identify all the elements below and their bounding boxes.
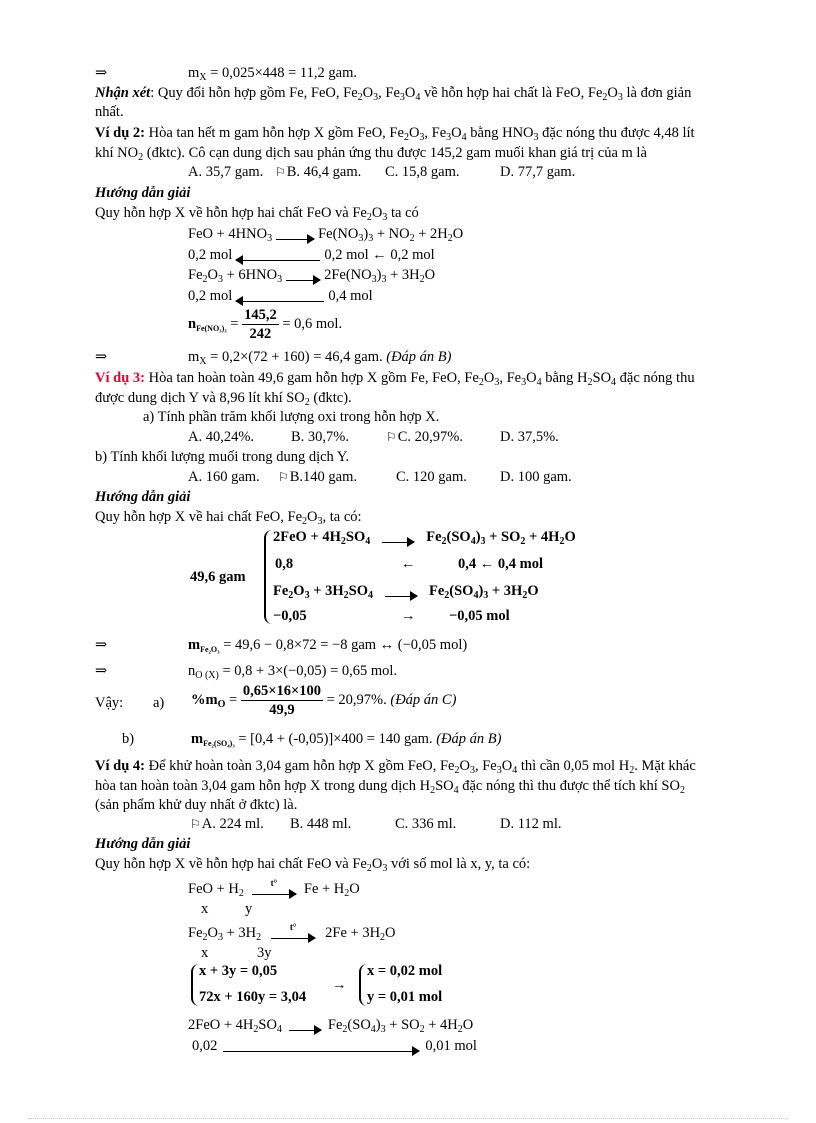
line-mx-11-2: ⇒ $m_X = 0,025\times 448 = 11,2$ gam. [95,65,357,83]
example-2-question-2: khí $NO_2$ (đktc). Cô cạn dung dịch sau phản ứng thu được 145,2 gam muối khan giá trị của m là [95,145,647,163]
option-b: B. 30,7%. [291,429,349,445]
left-arrow [236,250,320,261]
reaction-feo-h2: FeO + $H_2$ t° $Fe + H_2O$ [188,878,360,899]
remark-label: Nhận xét [95,85,151,101]
option-a: A. 35,7 gam. [188,164,264,180]
remark-line: Nhận xét: Quy đổi hỗn hợp gồm Fe, FeO, $Fe_2O_3$, $Fe_3O_4$ về hỗn hợp hai chất là FeO, $Fe_2O_3$ là đơn giản [95,85,692,103]
solution-2-intro: Quy hỗn hợp X về hỗn hợp hai chất FeO và $Fe_2O_3$ ta có [95,205,419,223]
option-a: A. 40,24%. [188,429,255,445]
answer-note: (Đáp án B) [386,349,452,365]
mole-line-2: 0,2 mol 0,4 mol [188,288,373,304]
option-c: C. 15,8 gam. [385,164,460,180]
mole-line-final: 0,02 0,01 mol [192,1038,477,1054]
reaction-feo-h2so4: $2FeO + 4H_2SO_4$ $Fe_2(SO_4)_3 + SO_2 + 4H_2O$ [188,1017,474,1035]
remark-line-2: nhất. [95,104,124,120]
example-3-part-a: a) Tính phần trăm khối lượng oxi trong hỗn hợp X. [143,409,440,425]
option-d: D. 112 ml. [500,816,562,832]
answer-note: (Đáp án B) [436,731,502,747]
option-c: C. 120 gam. [396,469,467,485]
solution-heading-2: Hướng dẫn giải [95,185,191,201]
solution-4-intro: Quy hỗn hợp X về hỗn hợp hai chất FeO và $Fe_2O_3$ với số mol là x, y, ta có: [95,856,531,874]
example-3-question: Ví dụ 3: Hòa tan hoàn toàn 49,6 gam hỗn hợp X gồm Fe, FeO, $Fe_2O_3$, $Fe_3O_4$ bằng $H_2SO_4$ đặc nóng thu [95,370,695,388]
option-d: D. 37,5%. [500,429,559,445]
reaction-fe2o3-h2: $Fe_2O_3 + 3H_2$ t° $2Fe + 3H_2O$ [188,922,396,943]
option-c: C. 336 ml. [395,816,457,832]
option-c: C. 20,97%. [397,429,464,445]
result-m-fe2o3: ⇒ $m_{Fe_2O_3} = 49,6 - 0,8\times 72 = -8$ gam ↔ (−0,05 mol) [95,637,468,654]
system-1-mass: 49,6 gam [190,569,246,585]
example-4-question-3: (sản phẩm khử duy nhất ở đktc) là. [95,797,298,813]
example-3-options-b [188,468,572,486]
example-3-part-b: b) Tính khối lượng muối trong dung dịch Y. [95,449,350,465]
example-3-question-2: được dung dịch Y và 8,96 lít khí $SO_2$ (đktc). [95,390,352,408]
result-n-o: ⇒ $n_{O (X)} = 0,8 + 3\times(-0,05) = 0,65$ mol. [95,663,398,681]
reaction-arrow [286,270,320,281]
example-2-label: Ví dụ 2: [95,125,145,141]
flag-icon: ⚐ [386,430,397,444]
option-b: B. 448 ml. [290,816,352,832]
flag-icon: ⚐ [275,165,286,179]
example-2-question: Ví dụ 2: Hòa tan hết m gam hỗn hợp X gồm FeO, $Fe_2O_3$, $Fe_3O_4$ bằng $HNO_3$ đặc nóng thu được 4,48 lít [95,125,695,143]
equation-1: x + 3y = 0,05 [199,963,278,979]
example-2-options [188,163,576,181]
system-1-row-1: $2FeO + 4H_2SO_4$ $Fe_2(SO_4)_3 + SO_2 + 4H_2O$ [273,529,576,547]
solution-x: x = 0,02 mol [367,963,443,979]
page-bottom-dotted-line [28,1118,788,1119]
option-b: B.140 gam. [289,469,358,485]
example-4-options [190,815,562,833]
option-b: B. 46,4 gam. [286,164,362,180]
implies-symbol: ⇒ [95,65,108,81]
system-2-arrow: → [332,977,347,993]
result-m-salt: b) $m_{Fe_2(SO_4)_3} = [0,4 + (-0,05)]\times 400 = 140$ gam. (Đáp án B) [122,731,502,748]
left-arrow [236,291,324,302]
reaction-feo-hno3: FeO + $4HNO_3$ $Fe(NO_3)_3 + NO_2 + 2H_2O$ [188,226,464,244]
reaction-arrow [276,229,314,240]
option-a: A. 160 gam. [188,469,260,485]
example-4-label: Ví dụ 4: [95,758,145,774]
result-mx-46-4: ⇒ $m_X = 0,2\times(72 + 160) = 46,4$ gam. (Đáp án B) [95,349,452,367]
system-1-row-2: 0,8 ← 0,4 ← 0,4 mol [275,556,543,572]
option-d: D. 100 gam. [500,469,572,485]
equation-2: 72x + 160y = 3,04 [199,989,307,1005]
solution-3-intro: Quy hỗn hợp X về hai chất FeO, $Fe_2O_3$, ta có: [95,509,362,527]
system-1-row-3: $Fe_2O_3 + 3H_2SO_4$ $Fe_2(SO_4)_3 + 3H_2O$ [273,583,539,601]
solution-heading-4: Hướng dẫn giải [95,836,191,852]
mole-x-3y: x 3y [201,945,272,961]
option-a: A. 224 ml. [201,816,264,832]
flag-icon: ⚐ [278,470,289,484]
solution-heading-3: Hướng dẫn giải [95,489,191,505]
solution-y: y = 0,01 mol [367,989,443,1005]
mole-x-y: x y [201,901,253,917]
n-fe-no3-3: $n_{Fe(NO_3)_3}$ = $\frac{145,2}{242}$ = 0,6 mol. [188,307,343,342]
answer-note: (Đáp án C) [390,691,457,708]
system-1-row-4: −0,05 → −0,05 mol [273,608,510,624]
mole-line-1: 0,2 mol 0,2 mol ← 0,2 mol [188,247,435,263]
example-3-label: Ví dụ 3: [95,370,145,386]
flag-icon: ⚐ [190,817,201,831]
example-4-question: Ví dụ 4: Để khử hoàn toàn 3,04 gam hỗn hợp X gồm FeO, $Fe_2O_3$, $Fe_3O_4$ thì cần 0,05 mol $H_2$. Mặt khác [95,758,696,776]
reaction-fe2o3-hno3: $Fe_2O_3 + 6HNO_3$ $2Fe(NO_3)_3 + 3H_2O$ [188,267,436,285]
example-4-question-2: hòa tan hoàn toàn 3,04 gam hỗn hợp X trong dung dịch $H_2SO_4$ đặc nóng thì thu được thể tích khí $SO_2$ [95,778,685,796]
option-d: D. 77,7 gam. [500,164,576,180]
example-3-options-a [188,428,559,446]
